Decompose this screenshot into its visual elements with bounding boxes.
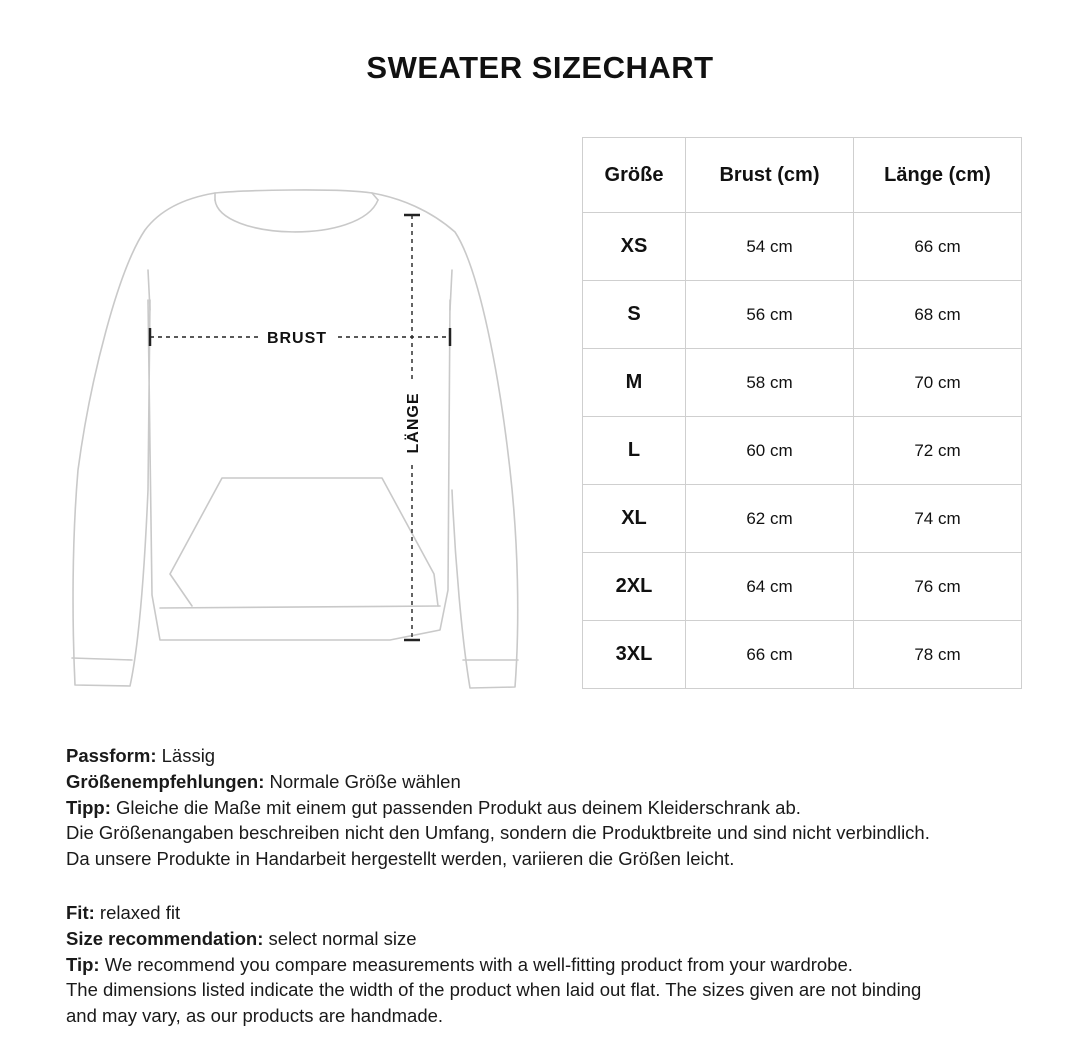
hem-band	[160, 606, 440, 608]
laenge-cell: 74 cm	[854, 485, 1022, 553]
size-cell: 3XL	[583, 621, 686, 689]
laenge-cell: 72 cm	[854, 417, 1022, 485]
page-title: SWEATER SIZECHART	[366, 50, 714, 85]
size-cell: L	[583, 417, 686, 485]
passform-line: Passform: Lässig	[66, 745, 216, 766]
size-recommendation-line: Size recommendation: select normal size	[66, 927, 417, 949]
laenge-cell: 68 cm	[854, 281, 1022, 349]
sweater-outline	[73, 193, 518, 688]
laenge-cell: 70 cm	[854, 349, 1022, 417]
brust-label: BRUST	[266, 330, 328, 347]
header-groesse: Größe	[583, 138, 686, 213]
table-row	[583, 213, 1022, 281]
size-cell: XL	[583, 485, 686, 553]
handmade-line: and may vary, as our products are handmade.	[66, 1005, 444, 1027]
table-header-row	[583, 138, 1022, 213]
tipp-line: Tipp: Gleiche die Maße mit einem gut passenden Produkt aus deinem Kleiderschrank ab.	[66, 796, 801, 818]
table-row	[583, 553, 1022, 621]
header-brust: Brust (cm)	[686, 138, 854, 213]
brust-cell: 60 cm	[686, 417, 854, 485]
table-row	[583, 621, 1022, 689]
table-row	[583, 485, 1022, 553]
brust-cell: 58 cm	[686, 349, 854, 417]
brust-cell: 66 cm	[686, 621, 854, 689]
fit-line: Fit: relaxed fit	[66, 902, 181, 923]
laenge-label: LÄNGE	[405, 392, 422, 454]
kangaroo-pocket	[170, 478, 438, 606]
disclaimer-line: Die Größenangaben beschreiben nicht den Umfang, sondern die Produktbreite und sind nicht verbindlich.	[66, 822, 930, 844]
notes-english	[66, 900, 1056, 1029]
size-table	[582, 137, 1022, 689]
brust-cell: 62 cm	[686, 485, 854, 553]
laenge-cell: 78 cm	[854, 621, 1022, 689]
neckline	[215, 190, 372, 193]
size-cell: S	[583, 281, 686, 349]
laenge-cell: 76 cm	[854, 553, 1022, 621]
groessenempfehlung-line: Größenempfehlungen: Normale Größe wählen	[66, 770, 461, 792]
brust-cell: 56 cm	[686, 281, 854, 349]
table-row	[583, 281, 1022, 349]
size-cell: M	[583, 349, 686, 417]
table-row	[583, 349, 1022, 417]
table-row	[583, 417, 1022, 485]
brust-cell: 54 cm	[686, 213, 854, 281]
disclaimer-line: The dimensions listed indicate the width of the product when laid out flat. The sizes given are not binding	[66, 979, 922, 1001]
brust-cell: 64 cm	[686, 553, 854, 621]
tip-line: Tip: We recommend you compare measurements with a well-fitting product from your wardrobe.	[66, 953, 853, 975]
size-cell: XS	[583, 213, 686, 281]
sweater-diagram	[60, 180, 530, 700]
header-laenge: Länge (cm)	[854, 138, 1022, 213]
handmade-line: Da unsere Produkte in Handarbeit hergestellt werden, variieren die Größen leicht.	[66, 848, 735, 870]
notes-german	[66, 743, 1056, 872]
size-cell: 2XL	[583, 553, 686, 621]
laenge-cell: 66 cm	[854, 213, 1022, 281]
